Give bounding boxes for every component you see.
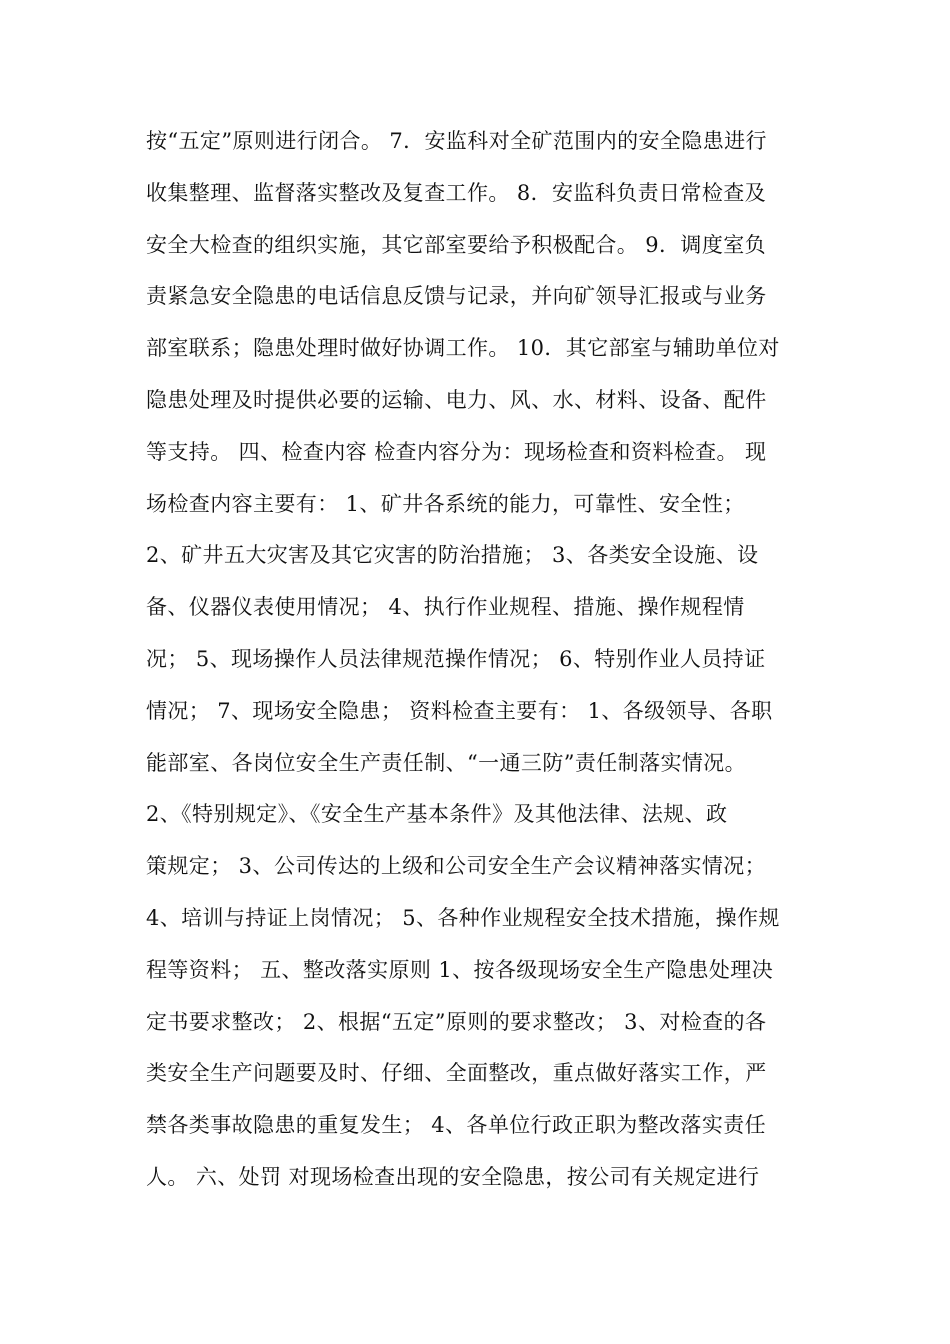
text-line-5: 部室联系；隐患处理时做好协调工作。 10．其它部室与辅助单位对 (146, 336, 780, 361)
text-line-9: 2、矿井五大灾害及其它灾害的防治措施； 3、各类安全设施、设 (146, 543, 759, 568)
text-line-14: 2、《特别规定》、《安全生产基本条件》及其他法律、法规、政 (146, 802, 728, 827)
body-text (146, 116, 816, 1204)
text-line-15: 策规定； 3、公司传达的上级和公司安全生产会议精神落实情况； (146, 854, 767, 879)
text-line-1: 按“五定”原则进行闭合。 7．安监科对全矿范围内的安全隐患进行 (146, 129, 767, 153)
text-line-21: 人。 六、处罚 对现场检查出现的安全隐患，按公司有关规定进行 (146, 1164, 760, 1189)
text-line-17: 程等资料； 五、整改落实原则 1、按各级现场安全生产隐患处理决 (146, 957, 774, 982)
text-line-12: 情况； 7、现场安全隐患； 资料检查主要有： 1、各级领导、各职 (146, 698, 773, 723)
text-line-2: 收集整理、监督落实整改及复查工作。 8．安监科负责日常检查及 (146, 180, 767, 205)
text-line-20: 禁各类事故隐患的重复发生； 4、各单位行政正职为整改落实责任 (146, 1113, 767, 1138)
text-line-6: 隐患处理及时提供必要的运输、电力、风、水、材料、设备、配件 (146, 387, 767, 412)
text-line-3: 安全大检查的组织实施，其它部室要给予积极配合。 9．调度室负 (146, 232, 767, 257)
text-line-11: 况； 5、现场操作人员法律规范操作情况； 6、特别作业人员持证 (146, 646, 766, 671)
text-line-10: 备、仪器仪表使用情况； 4、执行作业规程、措施、操作规程情 (146, 595, 745, 620)
text-line-4: 责紧急安全隐患的电话信息反馈与记录，并向矿领导汇报或与业务 (146, 284, 767, 309)
text-line-7: 等支持。 四、检查内容 检查内容分为：现场检查和资料检查。 现 (146, 439, 767, 464)
text-line-8: 场检查内容主要有： 1、矿井各系统的能力，可靠性、安全性； (146, 491, 745, 516)
text-line-18: 定书要求整改； 2、根据“五定”原则的要求整改； 3、对检查的各 (146, 1009, 767, 1034)
text-line-13: 能部室、各岗位安全生产责任制、“一通三防”责任制落实情况。 (146, 750, 747, 775)
text-line-16: 4、培训与持证上岗情况； 5、各种作业规程安全技术措施，操作规 (146, 905, 780, 930)
text-line-19: 类安全生产问题要及时、仔细、全面整改，重点做好落实工作，严 (146, 1061, 767, 1086)
